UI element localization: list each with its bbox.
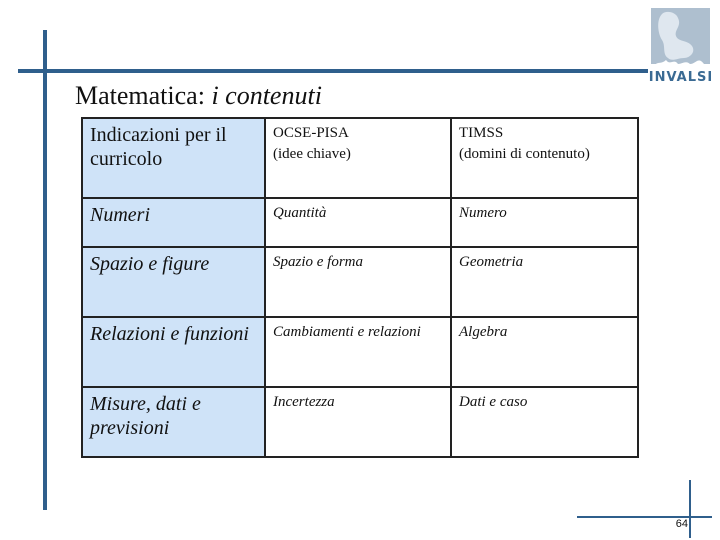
pisa-cell: Cambiamenti e relazioni	[265, 317, 451, 387]
header-cell-pisa	[265, 118, 451, 198]
timss-cell: Dati e caso	[451, 387, 638, 457]
title-main: Matematica:	[75, 81, 212, 110]
timss-cell: Geometria	[451, 247, 638, 317]
left-accent-line	[43, 30, 47, 510]
header-cell-curricolo: Indicazioni per il curricolo	[82, 118, 265, 198]
row-label: Numeri	[82, 198, 265, 247]
header-timss-title: TIMSS	[459, 125, 504, 141]
pisa-cell: Spazio e forma	[265, 247, 451, 317]
timss-cell: Algebra	[451, 317, 638, 387]
top-accent-line	[18, 69, 648, 73]
footer-accent-horizontal	[577, 516, 712, 518]
title-italic: i contenuti	[211, 81, 322, 110]
contents-table	[81, 117, 639, 458]
header-pisa-subtitle: (idee chiave)	[273, 146, 351, 162]
row-label: Misure, dati e previsioni	[82, 387, 265, 457]
footer-accent-vertical	[689, 480, 691, 538]
header-timss-subtitle: (domini di contenuto)	[459, 146, 590, 162]
header-cell-timss	[451, 118, 638, 198]
header-pisa-title: OCSE-PISA	[273, 125, 349, 141]
row-label: Relazioni e funzioni	[82, 317, 265, 387]
table-row	[82, 387, 638, 457]
page-title	[75, 80, 322, 112]
table-row	[82, 198, 638, 247]
table-row	[82, 247, 638, 317]
logo-text: INVALSI	[648, 70, 714, 85]
page-number: 64	[675, 518, 688, 530]
pisa-cell: Incertezza	[265, 387, 451, 457]
timss-cell: Numero	[451, 198, 638, 247]
table-row	[82, 317, 638, 387]
table-header-row	[82, 118, 638, 198]
pisa-cell: Quantità	[265, 198, 451, 247]
row-label: Spazio e figure	[82, 247, 265, 317]
